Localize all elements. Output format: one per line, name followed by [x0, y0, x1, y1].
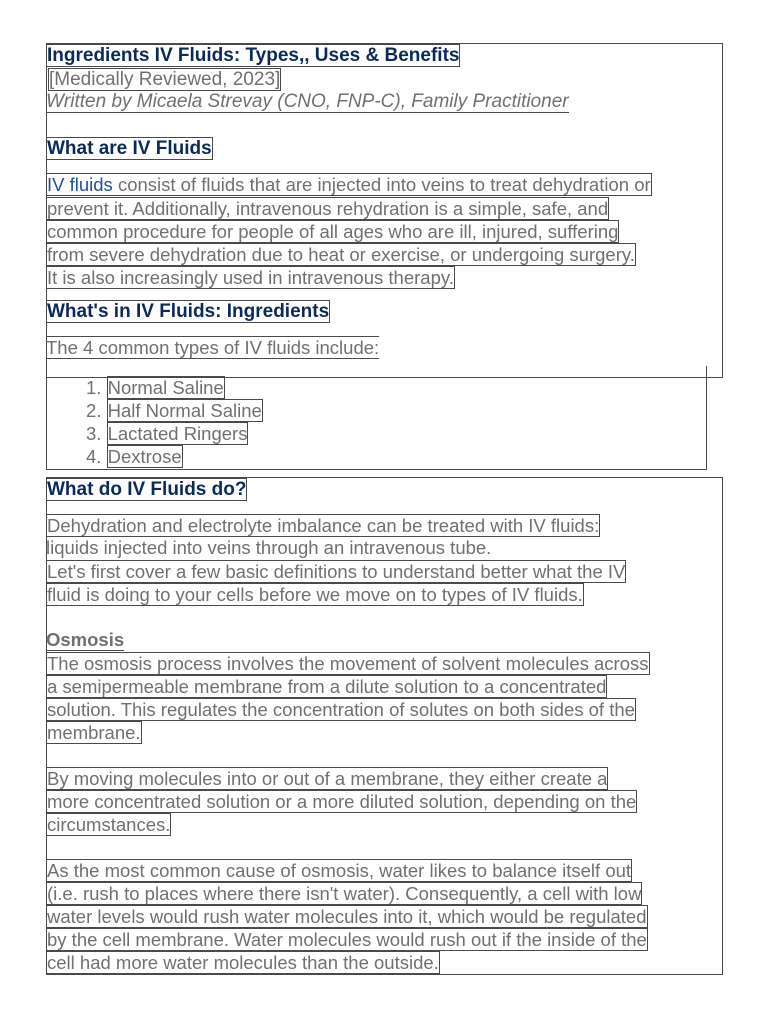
list-item: 3. Lactated Ringers [86, 423, 248, 444]
para-line: from severe dehydration due to heat or exercise, or undergoing surgery. [47, 244, 635, 265]
para-line: fluid is doing to your cells before we move on to types of IV fluids. [47, 584, 583, 605]
para-line: The osmosis process involves the movement of solvent molecules across [47, 653, 649, 674]
heading-ingredients: What's in IV Fluids: Ingredients [47, 301, 330, 322]
article-title: Ingredients IV Fluids: Types,, Uses & Benefits [47, 45, 460, 66]
para-line: prevent it. Additionally, intravenous rehydration is a simple, safe, and [47, 198, 609, 219]
iv-fluids-link[interactable]: IV fluids [47, 174, 113, 195]
para-line: solution. This regulates the concentration of solutes on both sides of the [47, 699, 635, 720]
review-badge: [Medically Reviewed, 2023] [49, 69, 281, 90]
para-line: common procedure for people of all ages who are ill, injured, suffering [47, 221, 619, 242]
para-line: membrane. [47, 722, 141, 743]
ingredients-intro: The 4 common types of IV fluids include: [46, 337, 380, 358]
list-item: 1. Normal Saline [86, 377, 224, 398]
para-line: As the most common cause of osmosis, water likes to balance itself out [47, 860, 632, 881]
para-line: Let's first cover a few basic definitions to understand better what the IV [47, 561, 626, 582]
heading-what-do-iv-fluids-do: What do IV Fluids do? [47, 479, 247, 500]
para-line: IV fluids consist of fluids that are injected into veins to treat dehydration or [47, 174, 651, 195]
para-line: circumstances. [47, 814, 171, 835]
para-line: By moving molecules into or out of a membrane, they either create a [47, 768, 608, 789]
heading-osmosis: Osmosis [46, 629, 125, 650]
heading-what-are-iv-fluids: What are IV Fluids [47, 138, 212, 159]
list-item: 4. Dextrose [86, 446, 182, 467]
para-line: cell had more water molecules than the outside. [47, 952, 439, 973]
para-line: more concentrated solution or a more diluted solution, depending on the [47, 791, 637, 812]
list-item: 2. Half Normal Saline [86, 400, 262, 421]
para-line: It is also increasingly used in intravenous therapy. [47, 267, 454, 288]
para-line: liquids injected into veins through an intravenous tube. [46, 537, 492, 558]
para-line: Dehydration and electrolyte imbalance can be treated with IV fluids: [47, 515, 600, 536]
byline: Written by Micaela Strevay (CNO, FNP-C), Family Practitioner [46, 91, 569, 112]
para-line: water levels would rush water molecules into it, which would be regulated [47, 906, 647, 927]
para-line: (i.e. rush to places where there isn't water). Consequently, a cell with low [47, 883, 642, 904]
para-line: a semipermeable membrane from a dilute solution to a concentrated [47, 676, 607, 697]
para-line: by the cell membrane. Water molecules would rush out if the inside of the [47, 929, 647, 950]
